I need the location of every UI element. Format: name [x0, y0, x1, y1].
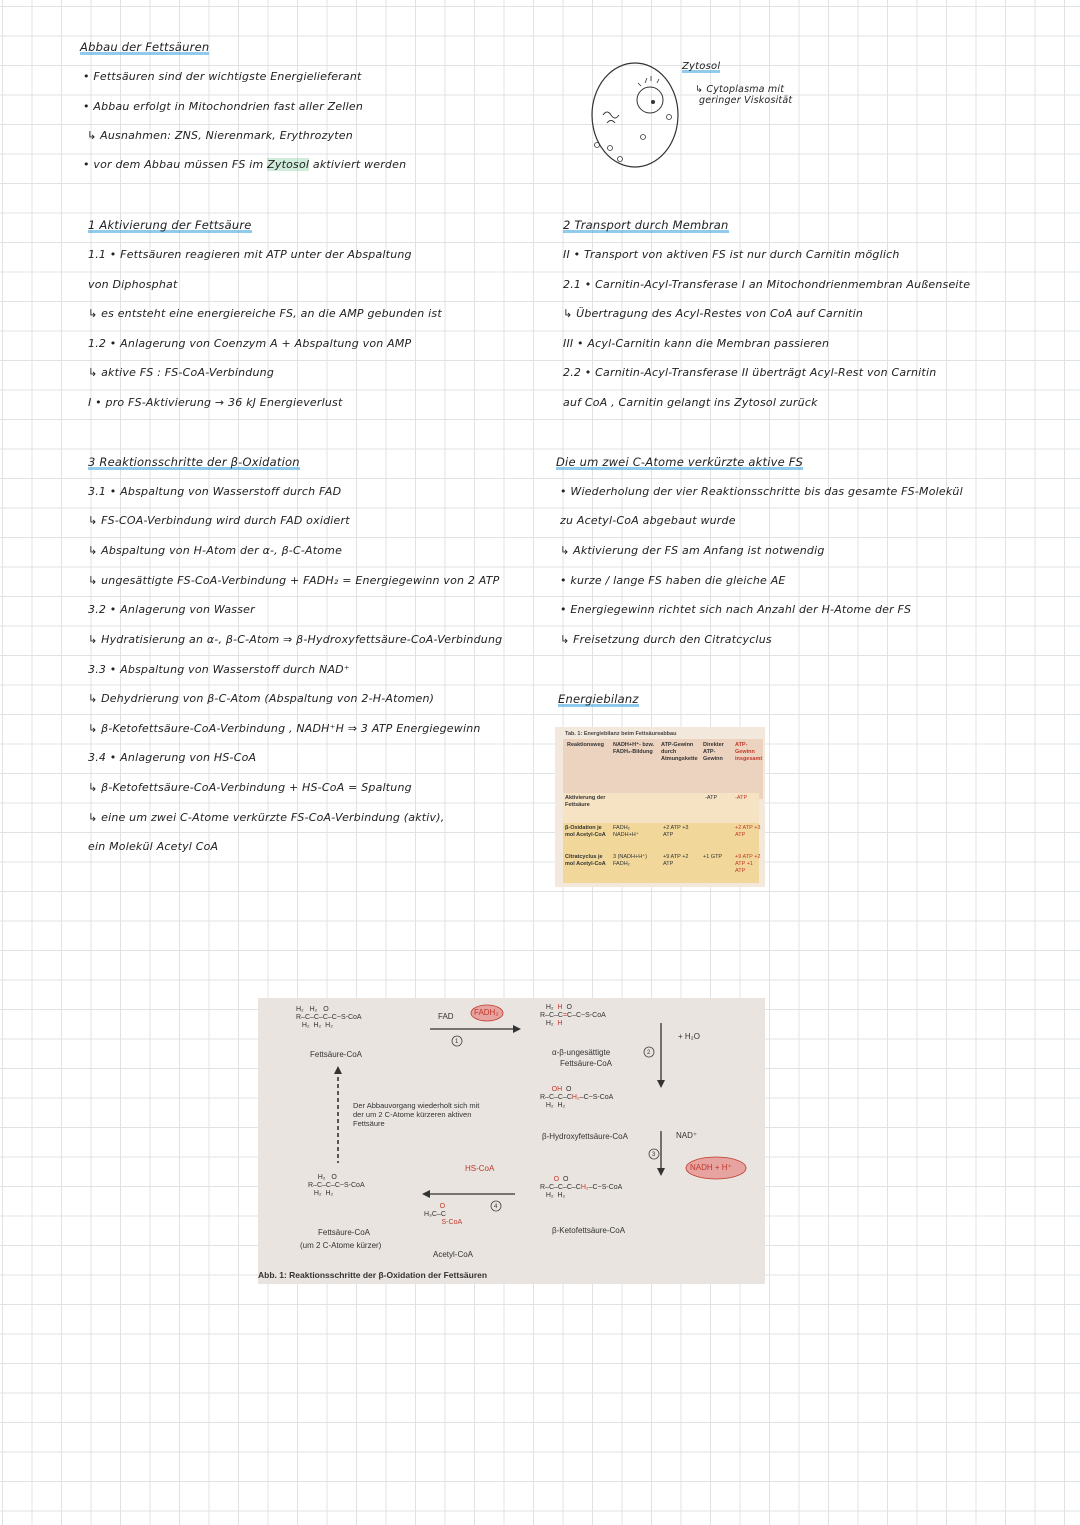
label-acetyl-coa: Acetyl-CoA	[433, 1250, 474, 1259]
intro-line: • vor dem Abbau müssen FS im Zytosol aktiviert werden	[83, 158, 407, 171]
label-unsaturated: α-β-ungesättigte	[552, 1048, 611, 1057]
label-keto: β-Ketofettsäure-CoA	[552, 1226, 626, 1235]
section3-line: ↳ β-Ketofettsäure-CoA-Verbindung + HS-CoA = Spaltung	[88, 781, 412, 794]
section3-line: 3.4 • Anlagerung von HS-CoA	[88, 751, 257, 764]
table-cell: 3 (NADH+H⁺) FADH₂	[613, 854, 647, 867]
table-cell: +2 ATP +3 ATP	[735, 825, 761, 838]
section2-line: auf CoA , Carnitin gelangt ins Zytosol zurück	[563, 396, 818, 409]
table-row-label: β-Oxidation je mol Acetyl-CoA	[565, 825, 606, 838]
energy-heading: Energiebilanz	[558, 692, 639, 706]
structure-unsaturated: H₂ H O R–C–C=C–C~S-CoA H₂ H	[540, 1004, 606, 1027]
section3-line: ↳ Hydratisierung an α-, β-C-Atom ⇒ β-Hydroxyfettsäure-CoA-Verbindung	[88, 633, 503, 646]
table-header	[563, 739, 763, 799]
structure-keto: O O R–C–C–C–CH₂–C~S-CoA H₂ H₂	[540, 1176, 623, 1199]
nucleolus	[651, 100, 655, 104]
section2-line: ↳ Übertragung des Acyl-Restes von CoA auf Carnitin	[563, 307, 864, 320]
structure-hydroxy: OH O R–C–C–CH₂–C~S-CoA H₂ H₂	[540, 1086, 614, 1109]
section4-heading: Die um zwei C-Atome verkürzte aktive FS	[556, 455, 804, 469]
mitochondria	[603, 112, 619, 123]
label-nad: NAD⁺	[676, 1131, 698, 1140]
section2-line: III • Acyl-Carnitin kann die Membran passieren	[563, 337, 830, 350]
page-title: Abbau der Fettsäuren	[80, 40, 210, 54]
section2-line: 2.1 • Carnitin-Acyl-Transferase I an Mitochondrienmembran Außenseite	[563, 278, 971, 291]
section3-line: ein Molekül Acetyl CoA	[88, 840, 219, 853]
step-number: 3	[652, 1152, 656, 1158]
section1-line: von Diphosphat	[88, 278, 178, 291]
step-number: 4	[494, 1204, 498, 1210]
section2-line: II • Transport von aktiven FS ist nur durch Carnitin möglich	[563, 248, 900, 261]
section4-line: ↳ Freisetzung durch den Citratcyclus	[560, 633, 772, 646]
label-h2o: + H₂O	[678, 1032, 700, 1041]
table-cell: -ATP	[735, 795, 748, 801]
section3-line: ↳ Abspaltung von H-Atom der α-, β-C-Atome	[88, 544, 343, 557]
repeat-note: Der Abbauvorgang wiederholt sich mit der um 2 C-Atome kürzeren aktiven Fettsäure	[353, 1101, 480, 1128]
step-number: 2	[647, 1050, 651, 1056]
section4-line: zu Acetyl-CoA abgebaut wurde	[560, 514, 736, 527]
structure-fettsaeure: H₂ H₂ O R–C–C–C–C~S-CoA H₂ H₂ H₂	[296, 1006, 362, 1029]
table-cell: +2 ATP +3 ATP	[663, 825, 689, 838]
section3-line: ↳ FS-COA-Verbindung wird durch FAD oxidiert	[88, 514, 350, 527]
table-cell: +1 GTP	[703, 854, 723, 860]
energy-table	[555, 727, 765, 887]
section4-line: ↳ Aktivierung der FS am Anfang ist notwendig	[560, 544, 825, 557]
label-hydroxy: β-Hydroxyfettsäure-CoA	[542, 1132, 628, 1141]
cell-nucleus	[637, 87, 663, 113]
table-header-cell: ATP-Gewinn insgesamt	[735, 742, 763, 762]
label-fad: FAD	[438, 1012, 454, 1021]
figure-caption: Abb. 1: Reaktionsschritte der β-Oxidation der Fettsäuren	[258, 1270, 488, 1280]
section2-line: 2.2 • Carnitin-Acyl-Transferase II überträgt Acyl-Rest von Carnitin	[563, 366, 937, 379]
table-row-label: Aktivierung der Fettsäure	[565, 795, 606, 808]
table-header-cell: ATP-Gewinn durch Atmungskette	[661, 742, 698, 762]
table-row-label: Citratcyclus je mol Acetyl-CoA	[565, 854, 606, 867]
section3-line: ↳ eine um zwei C-Atome verkürzte FS-CoA-Verbindung (aktiv),	[88, 811, 445, 824]
table-header-cell: Reaktionsweg	[567, 742, 604, 748]
section1-line: ↳ aktive FS : FS-CoA-Verbindung	[88, 366, 275, 379]
structure-shortened: H₂ O R–C–C–C~S-CoA H₂ H₂	[308, 1174, 365, 1197]
section1-line: I • pro FS-Aktivierung → 36 kJ Energieverlust	[88, 396, 343, 409]
beta-oxidation-figure	[258, 998, 765, 1284]
table-cell: -ATP	[705, 795, 718, 801]
cell-spikes	[638, 76, 659, 86]
cell-note: ↳ Cytoplasma mit geringer Viskosität	[695, 84, 793, 106]
table-cell: +9 ATP +2 ATP +1 ATP	[735, 854, 761, 874]
table-header-cell: NADH+H⁺- bzw. FADH₂-Bildung	[613, 742, 655, 755]
label-unsaturated-2: Fettsäure-CoA	[560, 1059, 613, 1068]
section4-line: • Energiegewinn richtet sich nach Anzahl der H-Atome der FS	[560, 603, 912, 616]
table-cell: FADH₂ NADH+H⁺	[613, 825, 639, 838]
section2-heading: 2 Transport durch Membran	[563, 218, 729, 232]
label-shortened-2: (um 2 C-Atome kürzer)	[300, 1241, 382, 1250]
section4-line: • Wiederholung der vier Reaktionsschritte bis das gesamte FS-Molekül	[560, 485, 963, 498]
section3-heading: 3 Reaktionsschritte der β-Oxidation	[88, 455, 300, 469]
section1-heading: 1 Aktivierung der Fettsäure	[88, 218, 252, 232]
step-number: 1	[455, 1039, 459, 1045]
section3-line: 3.3 • Abspaltung von Wasserstoff durch NAD⁺	[88, 663, 350, 676]
section1-line: 1.1 • Fettsäuren reagieren mit ATP unter der Abspaltung	[88, 248, 412, 261]
section1-line: ↳ es entsteht eine energiereiche FS, an die AMP gebunden ist	[88, 307, 442, 320]
cell-label: Zytosol	[682, 61, 721, 72]
label-shortened: Fettsäure-CoA	[318, 1228, 371, 1237]
label-fadh2: FADH₂	[474, 1008, 499, 1017]
intro-line: ↳ Ausnahmen: ZNS, Nierenmark, Erythrozyten	[87, 129, 353, 142]
cell-sketch	[585, 55, 695, 170]
zytosol-highlight: Zytosol	[267, 158, 310, 171]
intro-line: • Fettsäuren sind der wichtigste Energielieferant	[83, 70, 362, 83]
section1-line: 1.2 • Anlagerung von Coenzym A + Abspaltung von AMP	[88, 337, 412, 350]
section3-line: 3.2 • Anlagerung von Wasser	[88, 603, 255, 616]
section3-line: 3.1 • Abspaltung von Wasserstoff durch FAD	[88, 485, 342, 498]
section3-line: ↳ ungesättigte FS-CoA-Verbindung + FADH₂ = Energiegewinn von 2 ATP	[88, 574, 500, 587]
cell-outline	[592, 63, 678, 167]
section3-line: ↳ β-Ketofettsäure-CoA-Verbindung , NADH⁺H ⇒ 3 ATP Energiegewinn	[88, 722, 481, 735]
structure-acetyl: O H₃C–C S-CoA	[424, 1203, 463, 1226]
section3-line: ↳ Dehydrierung von β-C-Atom (Abspaltung von 2-H-Atomen)	[88, 692, 435, 705]
table-cell: +9 ATP +2 ATP	[663, 854, 689, 867]
table-title: Tab. 1: Energiebilanz beim Fettsäureabbau	[565, 731, 677, 737]
label-nadh: NADH + H⁺	[690, 1163, 732, 1172]
section4-line: • kurze / lange FS haben die gleiche AE	[560, 574, 786, 587]
label-hs-coa: HS-CoA	[465, 1164, 495, 1173]
intro-line: • Abbau erfolgt in Mitochondrien fast aller Zellen	[83, 100, 364, 113]
label-fettsaeure-coa: Fettsäure-CoA	[310, 1050, 363, 1059]
table-header-cell: Direkter ATP-Gewinn	[703, 742, 724, 762]
